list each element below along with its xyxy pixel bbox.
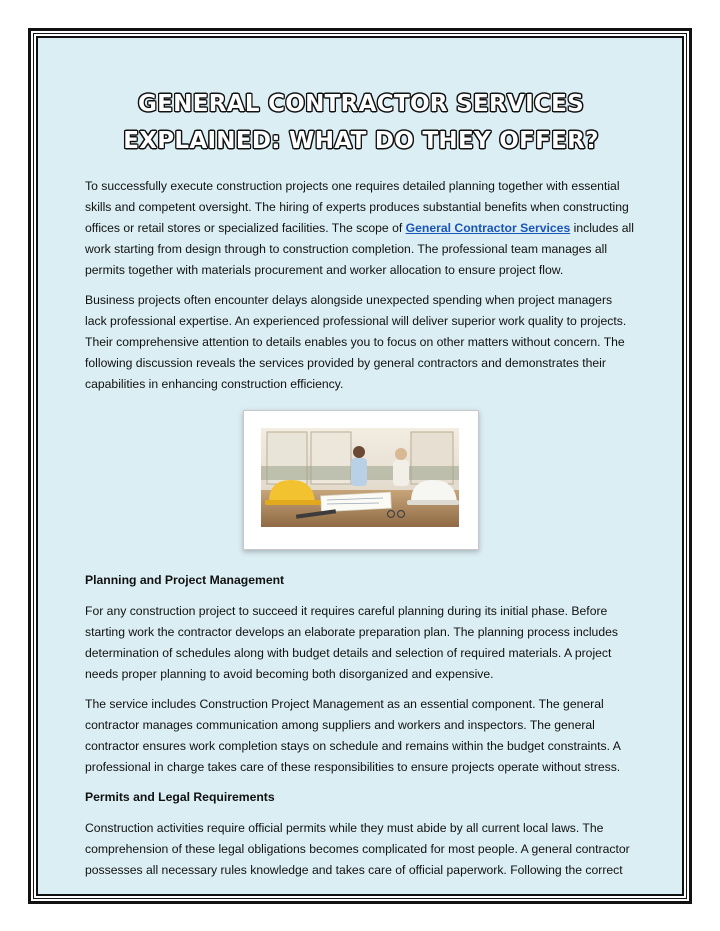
title-line-1: GENERAL CONTRACTOR SERVICES bbox=[137, 91, 585, 117]
document-title bbox=[85, 86, 637, 160]
intro-text-after-link: includes all work starting from design through to construction completion. The professional team manages all permits together with materials procurement and worker allocation to ensure project flow. bbox=[85, 221, 634, 277]
construction-photo-frame bbox=[243, 410, 479, 550]
title-line-2: EXPLAINED: WHAT DO THEY OFFER? bbox=[123, 128, 599, 154]
section-permits-paragraph-1: Construction activities require official permits while they must abide by all current local laws. The comprehension of these legal obligations becomes complicated for most people. A general contractor possesses all necessary rules knowledge and takes care of official paperwork. Following the correct bbox=[85, 821, 630, 877]
section-planning-paragraph-2: The service includes Construction Project Management as an essential component. The general contractor manages communication among suppliers and workers and inspectors. The general contractor ensures work completion stays on schedule and remains within the budget constraints. A professional in charge takes care of these responsibilities to ensure projects operate without stress. bbox=[85, 697, 621, 774]
section-heading-permits: Permits and Legal Requirements bbox=[85, 790, 275, 804]
intro-text-before-link: To successfully execute construction projects one requires detailed planning together with essential skills and competent oversight. The hiring of experts produces substantial benefits when constructing offices or retail stores or specialized facilities. The scope of bbox=[85, 179, 629, 235]
construction-photo bbox=[261, 428, 459, 527]
section-heading-planning: Planning and Project Management bbox=[85, 573, 285, 587]
general-contractor-services-link[interactable]: General Contractor Services bbox=[405, 221, 571, 235]
document-body bbox=[85, 80, 637, 890]
intro-paragraph bbox=[85, 176, 637, 281]
section-planning-paragraph-1: For any construction project to succeed it requires careful planning during its initial phase. Before starting work the contractor develops an elaborate preparation plan. The planning process includes determination of schedules along with budget details and selection of required materials. A project needs proper planning to avoid becoming both disorganized and expensive. bbox=[85, 604, 618, 681]
body-paragraph-2: Business projects often encounter delays alongside unexpected spending when project managers lack professional expertise. An experienced professional will deliver superior work quality to projects. Their comprehensive attention to details enables you to focus on other matters without concern. The following discussion reveals the services provided by general contractors and demonstrates their capabilities in enhancing construction efficiency. bbox=[85, 293, 627, 391]
